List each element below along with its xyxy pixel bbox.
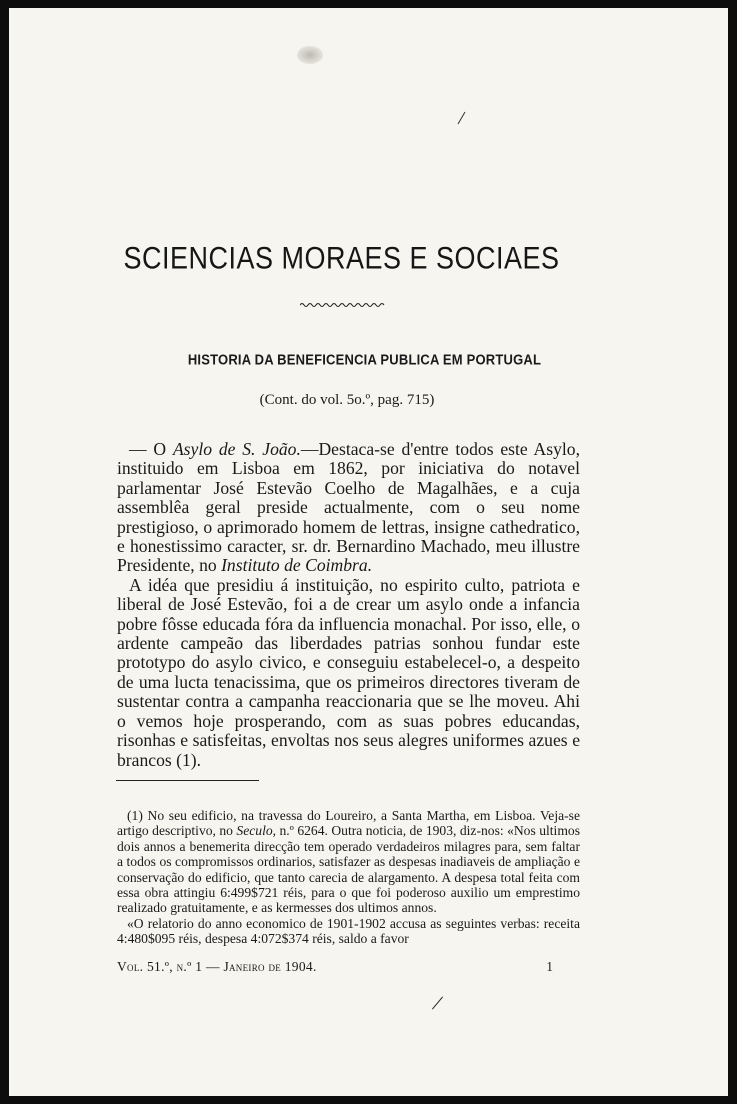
footnotes [117,808,580,947]
page-footer [117,959,553,975]
body-text [117,440,580,770]
instituto-name: Instituto de Coimbra. [221,555,373,576]
paragraph: A idéa que presidiu á instituição, no espirito culto, patriota e liberal de José Estevão, foi a de crear um asylo onde a infancia pobre fôsse educada fóra da influencia monachal. Por isso, elle, o ardente campeão das liberdades patrias sonhou fundar este prototypo do asylo civico, e conseguiu estabelecel-o, a despeito de uma lucta tenacissima, que os primeiros directores tiveram de sustentar contra a campanha reaccionaria que se lhe moveu. Ahi o vemos hoje prosperando, com as suas pobres educandas, risonhas e satisfeitas, envoltas nos seus alegres uniformes azues e brancos (1). [117,574,580,770]
page-sheet [9,8,728,1096]
paragraph [117,440,580,576]
footnote-text: n.º 6264. Outra noticia, de 1903, diz-nos: «Nos ultimos dois annos a benemerita direcção tem operado verdadeiros milagres para, sem faltar a todos os compromissos ordinarios, satisfazer as despesas inadiaveis de ampliação e conservação do edificio, que tanto carecia de alargamento. A despesa total feita com essa obra attingiu 6:499$721 réis, para o que foi poderoso auxilio um emprestimo realizado gratuitamente, e as kermesses dos ultimos annos. [117,823,580,916]
footnote-source: Seculo, [236,823,277,839]
footnote-rule [116,780,259,781]
stray-mark [432,997,443,1010]
continuation-note: (Cont. do vol. 5o.º, pag. 715) [259,392,435,408]
stray-mark [458,112,466,125]
section-title: SCIENCIAS MORAES E SOCIAES [123,240,560,276]
ornament-divider [300,301,386,309]
volume-info: Vol. 51.º, n.º 1 — Janeiro de 1904. [117,959,317,974]
footnote-text: (1) No seu edificio, na travessa do Loureiro, a Santa Martha, em Lisboa. Veja-se artigo descriptivo, no [117,808,580,839]
article-title: HISTORIA DA BENEFICENCIA PUBLICA EM PORTUGAL [187,351,542,368]
paragraph-text: —Destaca-se d'entre todos este Asylo, instituido em Lisboa em 1862, por iniciativa do notavel parlamentar José Estevão Coelho de Magalhães, e a cuja assemblêa geral preside actualmente, com o seu nome prestigioso, o aprimorado homem de lettras, insigne cathedratico, e honestissimo caracter, sr. dr. Bernardino Machado, meu illustre Presidente, no [117,439,580,576]
asylo-title: Asylo de S. João. [172,439,301,459]
footnote: «O relatorio do anno economico de 1901-1902 accusa as seguintes verbas: receita 4:480$095 réis, despesa 4:072$374 réis, saldo a favor [117,915,580,947]
footnote [117,808,580,916]
page-number: 1 [546,959,553,974]
paragraph-lead: — O [129,439,173,459]
paper-smudge [297,46,323,64]
